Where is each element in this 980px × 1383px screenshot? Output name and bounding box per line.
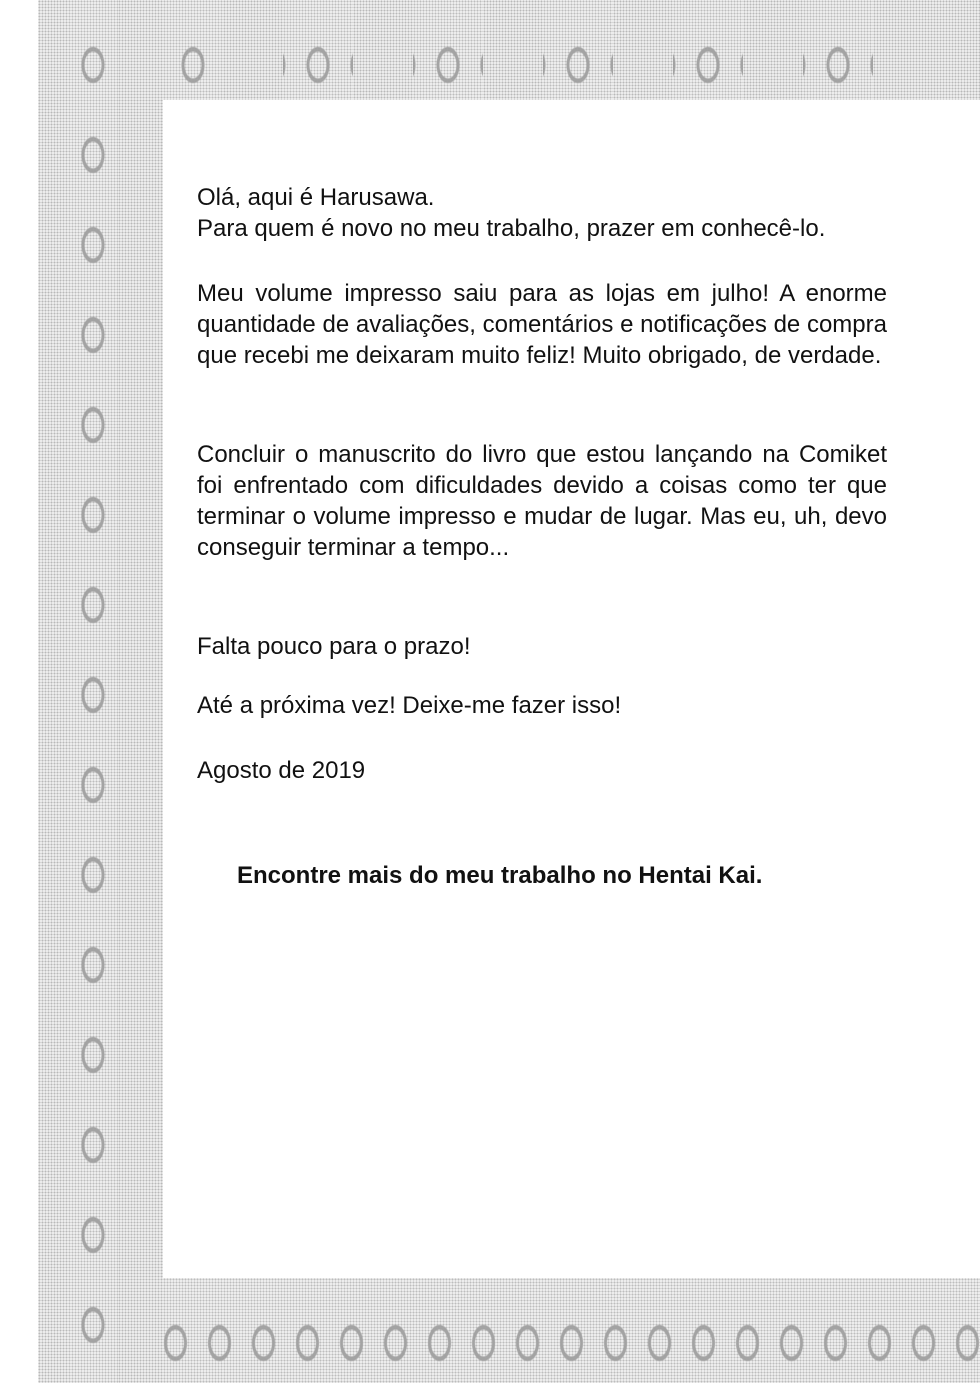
damask-ornament-column [68, 0, 118, 1383]
paragraph-manuscript: Concluir o manuscrito do livro que estou lançando na Comiket foi enfrentado com dificuldades devido a coisas como ter que terminar o volume impresso e mudar de lugar. Mas eu, uh, devo conseguir terminar a tempo... [197, 441, 887, 561]
farewell: Até a próxima vez! Deixe-me fazer isso! [197, 692, 622, 719]
damask-ornament-top [803, 0, 873, 100]
footer-note: Encontre mais do meu trabalho no Hentai Kai. [237, 862, 763, 889]
letter-page [163, 100, 980, 1278]
damask-ornament-top [673, 0, 743, 100]
pattern-stripe [873, 0, 980, 100]
damask-ornament-top [163, 0, 223, 100]
damask-ornament-top [543, 0, 613, 100]
pattern-stripe [223, 0, 283, 100]
pattern-stripe [38, 0, 68, 1383]
pattern-stripe [118, 0, 163, 1383]
damask-ornament-top [413, 0, 483, 100]
greeting-line-2: Para quem é novo no meu trabalho, prazer em conhecê-lo. [197, 215, 826, 242]
damask-ornament-bottom [163, 1278, 980, 1383]
pattern-stripe [613, 0, 673, 100]
greeting-line-1: Olá, aqui é Harusawa. [197, 184, 435, 211]
deadline-note: Falta pouco para o prazo! [197, 633, 471, 660]
pattern-stripe [483, 0, 543, 100]
left-margin [0, 0, 38, 1383]
damask-ornament-top [283, 0, 353, 100]
pattern-stripe [353, 0, 413, 100]
paragraph-printed-volume: Meu volume impresso saiu para as lojas em julho! A enorme quantidade de avaliações, comentários e notificações de compra que recebi me deixaram muito feliz! Muito obrigado, de verdade. [197, 280, 887, 369]
pattern-stripe [743, 0, 803, 100]
date: Agosto de 2019 [197, 757, 366, 784]
